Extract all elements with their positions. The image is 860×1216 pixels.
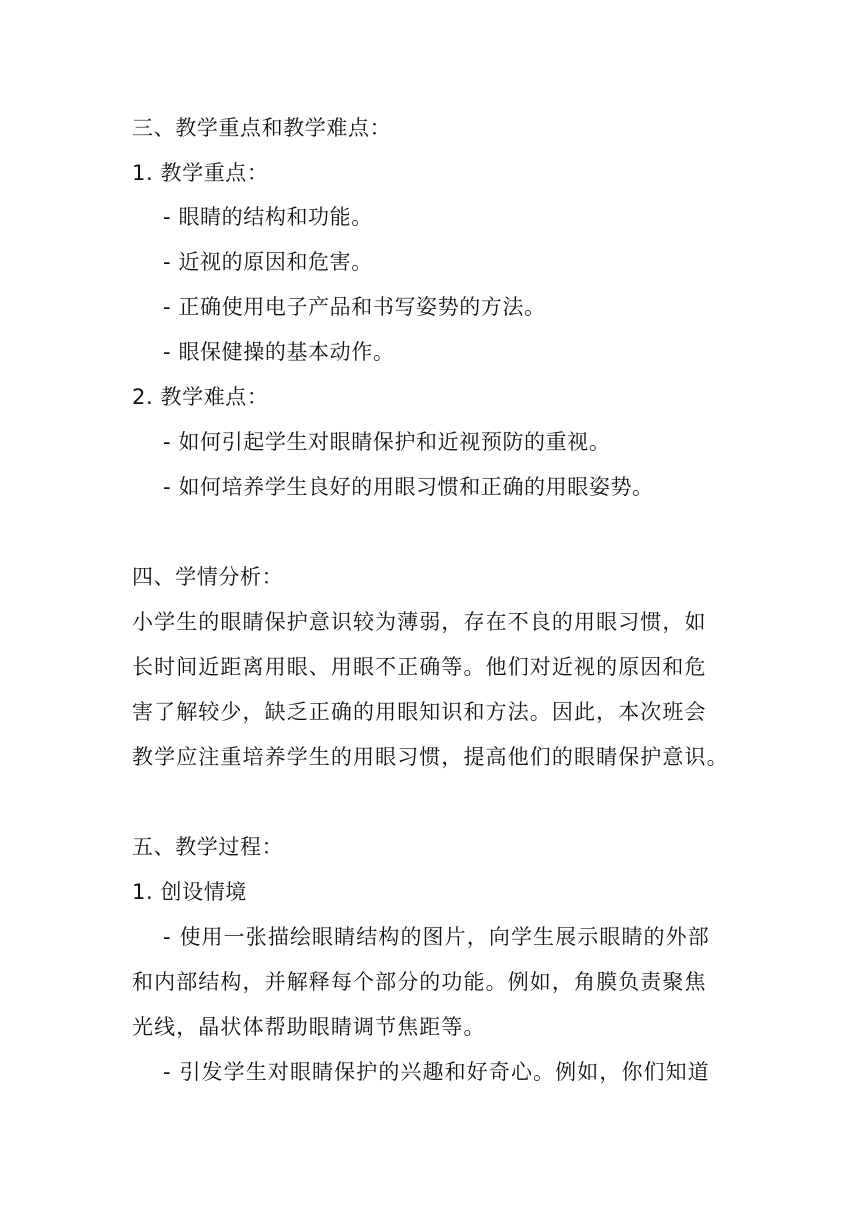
key-point-item: - 眼保健操的基本动作。 — [163, 340, 395, 364]
key-point-item: - 正确使用电子产品和书写姿势的方法。 — [163, 295, 546, 319]
difficulty-item: - 如何培养学生良好的用眼习惯和正确的用眼姿势。 — [163, 475, 654, 499]
section-5-heading: 五、教学过程： — [132, 835, 284, 859]
step-1-paragraph-line: - 引发学生对眼睛保护的兴趣和好奇心。例如，你们知道 — [163, 1060, 710, 1084]
key-points-title: 1. 教学重点： — [132, 161, 269, 185]
step-1-paragraph-line: 和内部结构，并解释每个部分的功能。例如，角膜负责聚焦 — [132, 970, 707, 994]
analysis-line: 小学生的眼睛保护意识较为薄弱，存在不良的用眼习惯，如 — [132, 610, 707, 634]
step-1-paragraph-line: 光线，晶状体帮助眼睛调节焦距等。 — [132, 1015, 486, 1039]
analysis-line: 教学应注重培养学生的用眼习惯，提高他们的眼睛保护意识。 — [132, 745, 729, 769]
analysis-line: 长时间近距离用眼、用眼不正确等。他们对近视的原因和危 — [132, 655, 707, 679]
section-3-heading: 三、教学重点和教学难点： — [132, 116, 392, 140]
section-4-heading: 四、学情分析： — [132, 565, 284, 589]
analysis-line: 害了解较少，缺乏正确的用眼知识和方法。因此，本次班会 — [132, 700, 707, 724]
difficulties-title: 2. 教学难点： — [132, 385, 269, 409]
key-point-item: - 眼睛的结构和功能。 — [163, 205, 373, 229]
step-1-title: 1. 创设情境 — [132, 880, 247, 904]
key-point-item: - 近视的原因和危害。 — [163, 250, 373, 274]
difficulty-item: - 如何引起学生对眼睛保护和近视预防的重视。 — [163, 430, 611, 454]
step-1-paragraph-line: - 使用一张描绘眼睛结构的图片，向学生展示眼睛的外部 — [163, 925, 710, 949]
